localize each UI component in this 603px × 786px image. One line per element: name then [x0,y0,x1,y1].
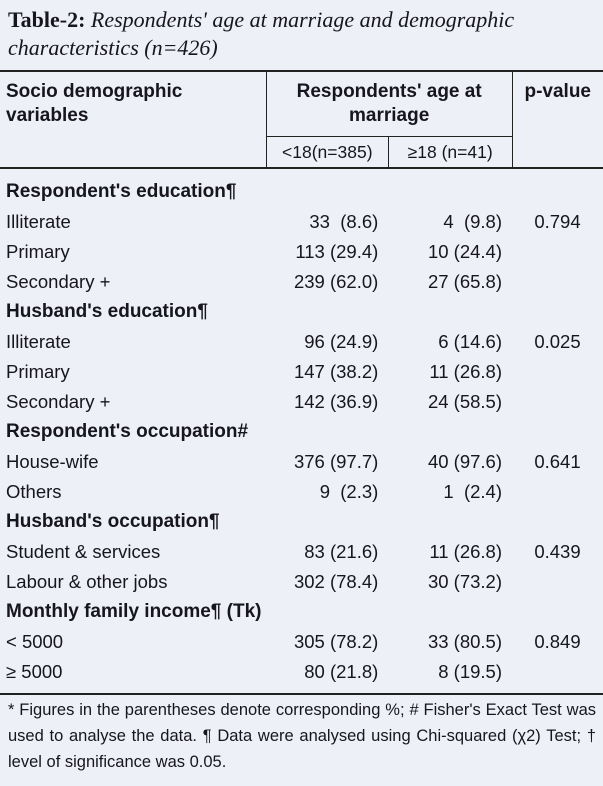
header-under-18: <18(n=385) [266,137,388,169]
under-18-value: 33 (8.6) [309,211,379,232]
under-18-value: 302 (78.4) [293,571,379,592]
over-18-value: 30 (73.2) [427,571,502,592]
over-18-value: 27 (65.8) [427,271,502,292]
under-18-value: 142 (36.9) [293,391,379,412]
section-header [0,297,603,327]
table-row [0,327,603,357]
over-18-value: 6 (14.6) [438,331,502,352]
over-18-value: 33 (80.5) [427,631,502,652]
p-value: 0.641 [534,451,581,472]
over-18-value: 24 (58.5) [427,391,502,412]
header-p-value: p-value [512,71,603,168]
over-18-value: 8 (19.5) [438,661,502,682]
table-row [0,207,603,237]
row-label: House-wife [6,451,99,472]
p-value: 0.025 [534,331,581,352]
p-value [512,387,603,417]
footnote: * Figures in the parentheses denote corresponding %; # Fisher's Exact Test was used to analyse the data. ¶ Data were analysed using Chi-squared (χ2) Test; † level of significance was 0.05. [8,701,596,771]
demographics-table [0,70,603,695]
section-title: Respondent's occupation# [6,421,249,442]
under-18-value: 376 (97.7) [293,451,379,472]
section-title: Respondent's education¶ [6,181,237,202]
row-label: Primary [6,361,70,382]
table-row [0,387,603,417]
over-18-value: 10 (24.4) [427,241,502,262]
section-title: Monthly family income¶ (Tk) [6,601,262,622]
table-row [0,237,603,267]
row-label: Illiterate [6,211,71,232]
row-label: Labour & other jobs [6,571,168,592]
under-18-value: 239 (62.0) [293,271,379,292]
table-row [0,447,603,477]
table-title [8,6,598,62]
p-value: 0.439 [534,541,581,562]
table-label: Table-2: [8,7,86,32]
under-18-value: 83 (21.6) [304,541,379,562]
row-label: Student & services [6,541,161,562]
row-label: Secondary + [6,271,111,292]
row-label: ≥ 5000 [6,661,63,682]
under-18-value: 113 (29.4) [295,241,379,262]
row-label: Illiterate [6,331,71,352]
p-value [512,357,603,387]
under-18-value: 80 (21.8) [304,661,379,682]
under-18-value: 96 (24.9) [304,331,379,352]
table-row [0,657,603,687]
under-18-value: 147 (38.2) [293,361,379,382]
p-value [512,567,603,597]
header-18-plus: ≥18 (n=41) [388,137,512,169]
over-18-value: 40 (97.6) [427,451,502,472]
section-title: Husband's education¶ [6,301,208,322]
header-variables: Socio demographic variables [0,71,266,168]
p-value [512,657,603,687]
section-header [0,417,603,447]
section-title: Husband's occupation¶ [6,511,220,532]
table-row [0,537,603,567]
table-body [0,177,603,687]
under-18-value: 9 (2.3) [319,481,379,502]
section-header [0,177,603,207]
table-row [0,267,603,297]
over-18-value: 4 (9.8) [443,211,502,232]
row-label: Primary [6,241,70,262]
p-value [512,477,603,507]
section-header [0,597,603,627]
over-18-value: 11 (26.8) [429,541,502,562]
p-value [512,267,603,297]
table-caption: Respondents' age at marriage and demographic characteristics (n=426) [8,7,515,60]
row-label: Others [6,481,62,502]
table-row [0,357,603,387]
p-value [512,237,603,267]
header-age-at-marriage: Respondents' age at marriage [266,71,512,137]
table-row [0,567,603,597]
p-value: 0.794 [534,211,581,232]
row-label: Secondary + [6,391,111,412]
under-18-value: 305 (78.2) [293,631,379,652]
over-18-value: 11 (26.8) [429,361,502,382]
section-header [0,507,603,537]
p-value: 0.849 [534,631,581,652]
over-18-value: 1 (2.4) [443,481,502,502]
table-row [0,477,603,507]
table-row [0,627,603,657]
row-label: < 5000 [6,631,64,652]
